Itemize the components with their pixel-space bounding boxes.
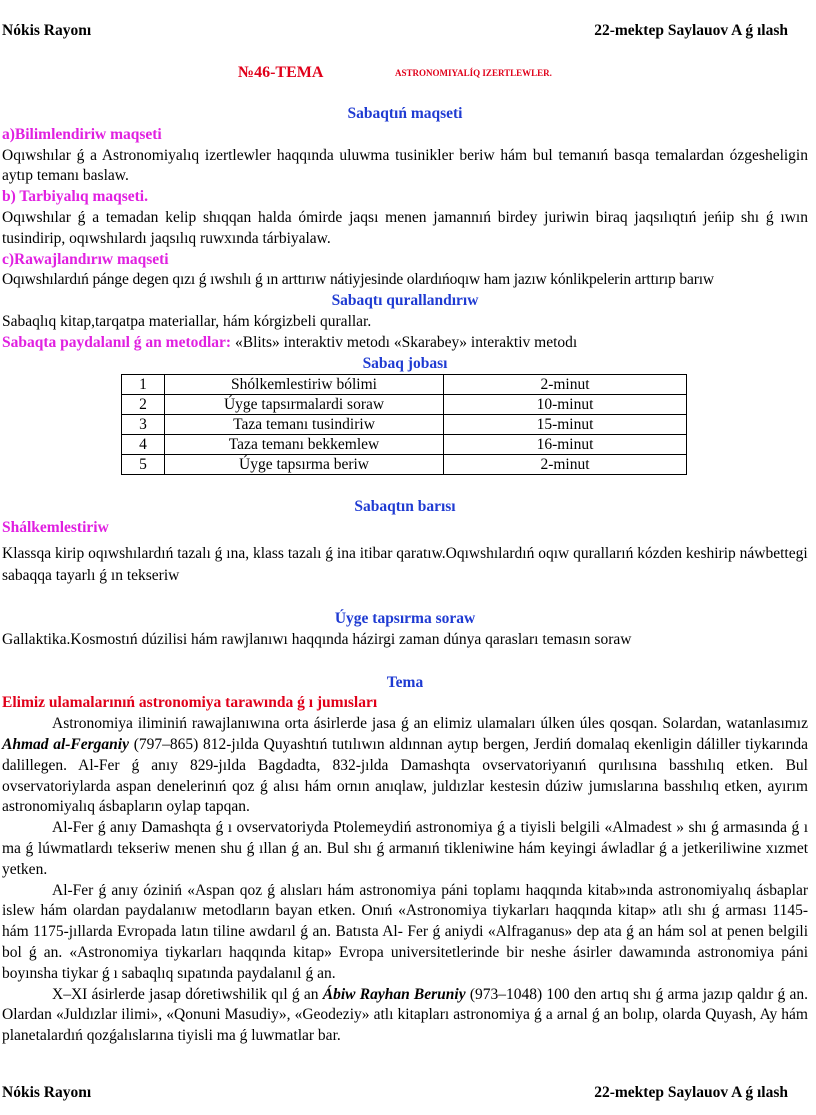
goal-c-text: Oqıwshılardıń pánge degen qızı ǵ ıwshılı ǵ ın arttırıw nátiyjesinde olardıńoqıw ham jazıw kónlikpelerin arttırıp barıw — [2, 271, 714, 289]
lesson-plan-table — [121, 374, 687, 475]
plan-heading: Sabaq jobası — [362, 354, 448, 372]
methods-text: «Blits» interaktiv metodı «Skarabey» interaktiv metodı — [231, 333, 578, 351]
theme-subtitle: Elimiz ulamalarınıń astronomiya tarawında ǵ ı jumısları — [2, 694, 378, 712]
plan-cell-time: 2-minut — [444, 375, 687, 395]
plan-cell-number: 3 — [122, 415, 165, 435]
plan-cell-time: 2-minut — [444, 455, 687, 475]
plan-cell-stage: Taza temanı tusindiriw — [165, 415, 444, 435]
footer-school-teacher: 22-mektep Saylauov A ǵ ılash — [594, 1084, 788, 1101]
equipment-heading: Sabaqtı qurallandırıw — [331, 292, 479, 310]
course-heading: Sabaqtın barısı — [354, 498, 456, 516]
goal-a-label: a)Bilimlendiriw maqseti — [2, 125, 162, 143]
homework-heading: Úyge tapsırma soraw — [334, 609, 476, 627]
plan-cell-number: 4 — [122, 435, 165, 455]
plan-cell-time: 15-minut — [444, 415, 687, 435]
plan-cell-time: 10-minut — [444, 395, 687, 415]
plan-cell-stage: Úyge tapsırma beriw — [165, 455, 444, 475]
methods-line — [2, 333, 808, 354]
organization-text: Klassqa kirip oqıwshılardıń tazalı ǵ ına, klass tazalı ǵ ina itibar qaratıw.Oqıwshılardıń oqıw qurallarıń kózden keshirip náwbettegi sabaqqa tayarlı ǵ ın tekseriw — [2, 544, 808, 584]
header-district: Nókis Rayonı — [2, 22, 92, 39]
plan-cell-stage: Shólkemlestiriw bólimi — [165, 375, 444, 395]
footer-district: Nókis Rayonı — [2, 1084, 92, 1101]
goal-b-label: b) Tarbiyalıq maqseti. — [2, 188, 148, 206]
plan-row — [122, 395, 687, 415]
header-school-teacher: 22-mektep Saylauov A ǵ ılash — [594, 22, 788, 39]
plan-cell-number: 5 — [122, 455, 165, 475]
topic-number: №46-TEMA — [238, 64, 324, 81]
goal-b-text: Oqıwshılar ǵ a temadan kelip shıqqan halda ómirde jaqsı menen jamannıń birdey juriwin biraq jaqsılıqtıń jeńip shı ǵ ıwın tusindirip, oqıwshılardı jaqsılıq ruwxında tárbiyalaw. — [2, 208, 808, 247]
plan-row — [122, 375, 687, 395]
equipment-text: Sabaqlıq kitap,tarqatpa materiallar, hám kórgizbeli qurallar. — [2, 312, 372, 330]
methods-label: Sabaqta paydalanıl ǵ an metodlar: — [2, 333, 232, 351]
theme-paragraph-1: Astronomiya iliminiń rawajlanıwına orta ásirlerde jasa ǵ an elimiz ulamaları úlken úles qosqan. Solardan, watanlasımız Ahmad al-Ferganiy (797–865) 812-jılda Quyashtıń tutılıwın aldınnan aytıp bergen, Jerdiń domalaq ekenligin dáliller tiykarında dalillegen. Al-Fer ǵ anıy 829-jılda Bagdadta, 832-jılda Damashqta ovservatoriyanıń qurılısına basshılıq etken. Bul ovservatoriylarda aspan denelerinıń qoz ǵ alısı hám ornın anıqlaw, juldızlar kestesin dúziw jumıslarına basshılıq etken, ayırım astronomiyalıq ásbapların oylap tapqan. — [2, 715, 808, 816]
homework-text: Gallaktika.Kosmostıń dúzilisi hám rawjlanıwı haqqında házirgi zaman dúnya qarasları temasın soraw — [2, 630, 632, 648]
plan-cell-number: 2 — [122, 395, 165, 415]
goal-a-text: Oqıwshılar ǵ a Astronomiyalıq izertlewler haqqında uluwma tusinikler beriw hám bul temanıń basqa temalardan ózgesheligin aytıp temanı baslaw. — [2, 146, 808, 185]
organization-label: Shálkemlestiriw — [2, 519, 109, 537]
plan-cell-number: 1 — [122, 375, 165, 395]
theme-paragraph-3: Al-Fer ǵ anıy óziniń «Aspan qoz ǵ alısları hám astronomiya páni toplamı haqqında kitab»ında astronomiyalıq ásbaplar islew hám olardan paydalanıw metodların bayan etken. Onıń «Astronomiya tiykarları haqqında kitap» atlı shı ǵ arması 1145- hám 1175-jıllarda Evropada latın tiline awdarıl ǵ an. Batısta Al- Fer ǵ aniydi «Alfraganus» dep ata ǵ an hám sol at penen belgili bol ǵ an. «Astronomiya tiykarları haqqında kitap» Evropa universitetlerinde bir neshe ásirler dawamında astronomiya páni boyınsha tiykar ǵ ı sabaqlıq sıpatında paydalanıl ǵ an. — [2, 881, 808, 982]
plan-cell-stage: Taza temanı bekkemlew — [165, 435, 444, 455]
plan-row — [122, 415, 687, 435]
theme-paragraph-2: Al-Fer ǵ anıy Damashqta ǵ ı ovservatoriyda Ptolemeydiń astronomiya ǵ a tiyisli belgili «Almadest » shı ǵ armasında ǵ ı ma ǵ lúwmatlardı tekseriw menen shu ǵ ıllan ǵ an. Bul shı ǵ armanıń tikleniwine hám keyingi áwladlar ǵ a jetkeriliwine xızmet yetken. — [2, 819, 808, 878]
scholar-name-ferganiy: Ahmad al-Ferganiy — [2, 735, 129, 753]
scholar-name-beruniy: Ábiw Rayhan Beruniy — [322, 985, 466, 1003]
goals-heading: Sabaqtıń maqseti — [347, 105, 463, 122]
theme-paragraph-4: X–XI ásirlerde jasap dóretiwshilik qıl ǵ an Ábiw Rayhan Beruniy (973–1048) 100 den artıq shı ǵ arma jazıp qaldır ǵ an. Olardan «Juldızlar ilimi», «Qonuni Masudiy», «Geodeziy» atlı kitapları astronomiya ǵ a arnal ǵ an bolıp, olarda Quyash, Ay hám planetalardıń qozǵalıslarına tiyisli ma ǵ luwmatlar bar. — [2, 985, 808, 1045]
plan-cell-stage: Úyge tapsırmalardi soraw — [165, 395, 444, 415]
plan-cell-time: 16-minut — [444, 435, 687, 455]
lesson-plan-body — [2, 104, 808, 1047]
plan-row — [122, 435, 687, 455]
topic-title: ASTRONOMIYALÍQ IZERTLEWLER. — [395, 68, 552, 78]
goal-c-label: c)Rawajlandırıw maqseti — [2, 250, 169, 268]
theme-heading: Tema — [386, 673, 424, 691]
plan-row — [122, 455, 687, 475]
